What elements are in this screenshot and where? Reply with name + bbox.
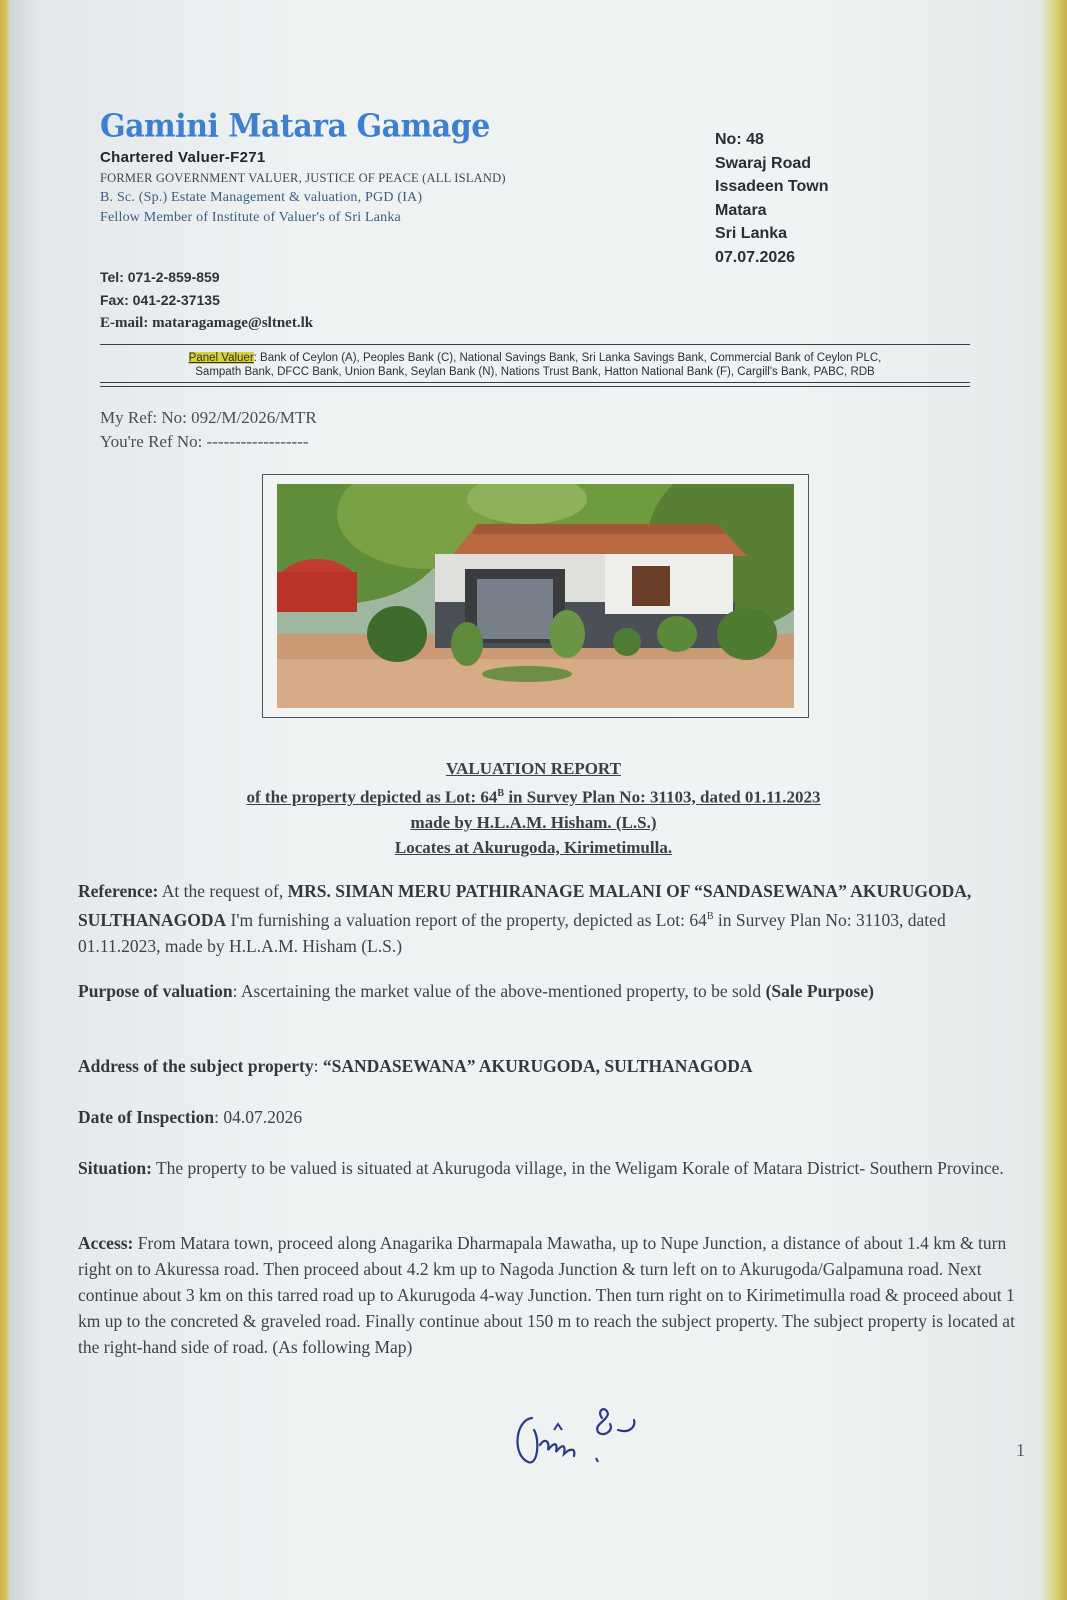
former-title: FORMER GOVERNMENT VALUER, JUSTICE OF PEACE (ALL ISLAND) bbox=[100, 171, 506, 185]
address-line: Matara bbox=[715, 201, 767, 219]
address-line: Issadeen Town bbox=[715, 178, 829, 195]
property-photo-frame bbox=[262, 474, 809, 718]
situation-paragraph: Situation: The property to be valued is situated at Akurugoda village, in the Weligam Korale of Matara District- Southern Province. bbox=[78, 1158, 1004, 1178]
reference-label: Reference: bbox=[78, 881, 159, 901]
reference-numbers bbox=[100, 406, 317, 454]
report-heading: VALUATION REPORT bbox=[446, 759, 621, 778]
my-ref: My Ref: No: 092/M/2026/MTR bbox=[100, 408, 317, 427]
address-paragraph: Address of the subject property: “SANDASEWANA” AKURUGODA, SULTHANAGODA bbox=[78, 1056, 753, 1076]
divider bbox=[100, 386, 970, 387]
situation-label: Situation: bbox=[78, 1158, 152, 1178]
address-label: Address of the subject property bbox=[78, 1056, 314, 1076]
signature bbox=[510, 1400, 660, 1480]
address-line: Sri Lanka bbox=[715, 225, 788, 242]
letter-date: 07.07.2026 bbox=[715, 248, 796, 266]
panel-valuer-label: Panel Valuer bbox=[188, 352, 254, 364]
letterhead-address bbox=[715, 128, 829, 269]
letterhead-left bbox=[100, 110, 660, 230]
reference-paragraph: Reference: At the request of, MRS. SIMAN MERU PATHIRANAGE MALANI OF “SANDASEWANA” AKURUGODA, SULTHANAGODA I'm furnishing a valuation report of the property, depicted as Lot: $64^B$ in Survey Plan No: 31103, dated 01.11.2023, made by H.L.A.M. Hisham (L.S.) bbox=[78, 881, 972, 956]
report-subtitle-3: Locates at Akurugoda, Kirimetimulla. bbox=[394, 837, 673, 857]
purpose-paragraph: Purpose of valuation: Ascertaining the market value of the above-mentioned property, to be sold (Sale Purpose) bbox=[78, 981, 874, 1001]
access-label: Access: bbox=[78, 1233, 134, 1253]
address-value: “SANDASEWANA” AKURUGODA, SULTHANAGODA bbox=[322, 1056, 753, 1076]
address-line: Swaraj Road bbox=[715, 154, 812, 172]
address-line: No: 48 bbox=[715, 131, 764, 148]
divider bbox=[100, 344, 970, 345]
access-paragraph: Access: From Matara town, proceed along Anagarika Dharmapala Mawatha, up to Nupe Junction, a distance of about 1.4 km & turn right on to Akuressa road. Then proceed about 4.2 km up to Nagoda Junction & turn left on to Akurugoda/Galpamuna road. Next continue about 3 km on this tarred road up to Akurugoda 4-way Junction. Then turn right on to Kirimetimulla road & proceed about 1 km up to the concreted & graveled road. Finally continue about 150 m to reach the subject property. The subject property is located at the right-hand side of road. (As following Map) bbox=[78, 1233, 1015, 1357]
qualification: B. Sc. (Sp.) Estate Management & valuation, PGD (IA) bbox=[100, 190, 423, 205]
panel-banks-line1: : Bank of Ceylon (A), Peoples Bank (C), National Savings Bank, Sri Lanka Savings Bank, Commercial Bank of Ceylon PLC, bbox=[253, 352, 882, 364]
client-name: MRS. SIMAN MERU PATHIRANAGE MALANI OF “SANDASEWANA” AKURUGODA, SULTHANAGODA bbox=[78, 881, 972, 930]
report-subtitle-2: made by H.L.A.M. Hisham. (L.S.) bbox=[410, 812, 657, 832]
property-photo bbox=[277, 484, 794, 708]
chartered-title: Chartered Valuer-F271 bbox=[100, 149, 266, 166]
inspection-label: Date of Inspection bbox=[78, 1107, 215, 1127]
report-title bbox=[0, 756, 1067, 860]
report-subtitle-1: of the property depicted as Lot: $64^B$ in Survey Plan No: 31103, dated 01.11.2023 bbox=[246, 787, 821, 807]
email: E-mail: mataragamage@sltnet.lk bbox=[100, 315, 314, 331]
valuer-name: Gamini Matara Gamage bbox=[100, 108, 490, 145]
contact-block bbox=[100, 266, 313, 335]
inspection-date: : 04.07.2026 bbox=[214, 1107, 303, 1127]
purpose-label: Purpose of valuation bbox=[78, 981, 233, 1001]
inspection-paragraph bbox=[78, 1104, 1018, 1130]
fellowship: Fellow Member of Institute of Valuer's of Sri Lanka bbox=[100, 210, 401, 225]
divider bbox=[100, 382, 970, 383]
page-number: 1 bbox=[1016, 1440, 1025, 1460]
panel-banks-line2: Sampath Bank, DFCC Bank, Union Bank, Seylan Bank (N), Nations Trust Bank, Hatton National Bank (F), Cargill's Bank, PABC, RDB bbox=[195, 366, 875, 378]
panel-valuer bbox=[100, 351, 970, 379]
telephone: Tel: 071-2-859-859 bbox=[100, 269, 220, 285]
your-ref: You're Ref No: ------------------ bbox=[100, 432, 309, 451]
fax: Fax: 041-22-37135 bbox=[100, 292, 220, 308]
